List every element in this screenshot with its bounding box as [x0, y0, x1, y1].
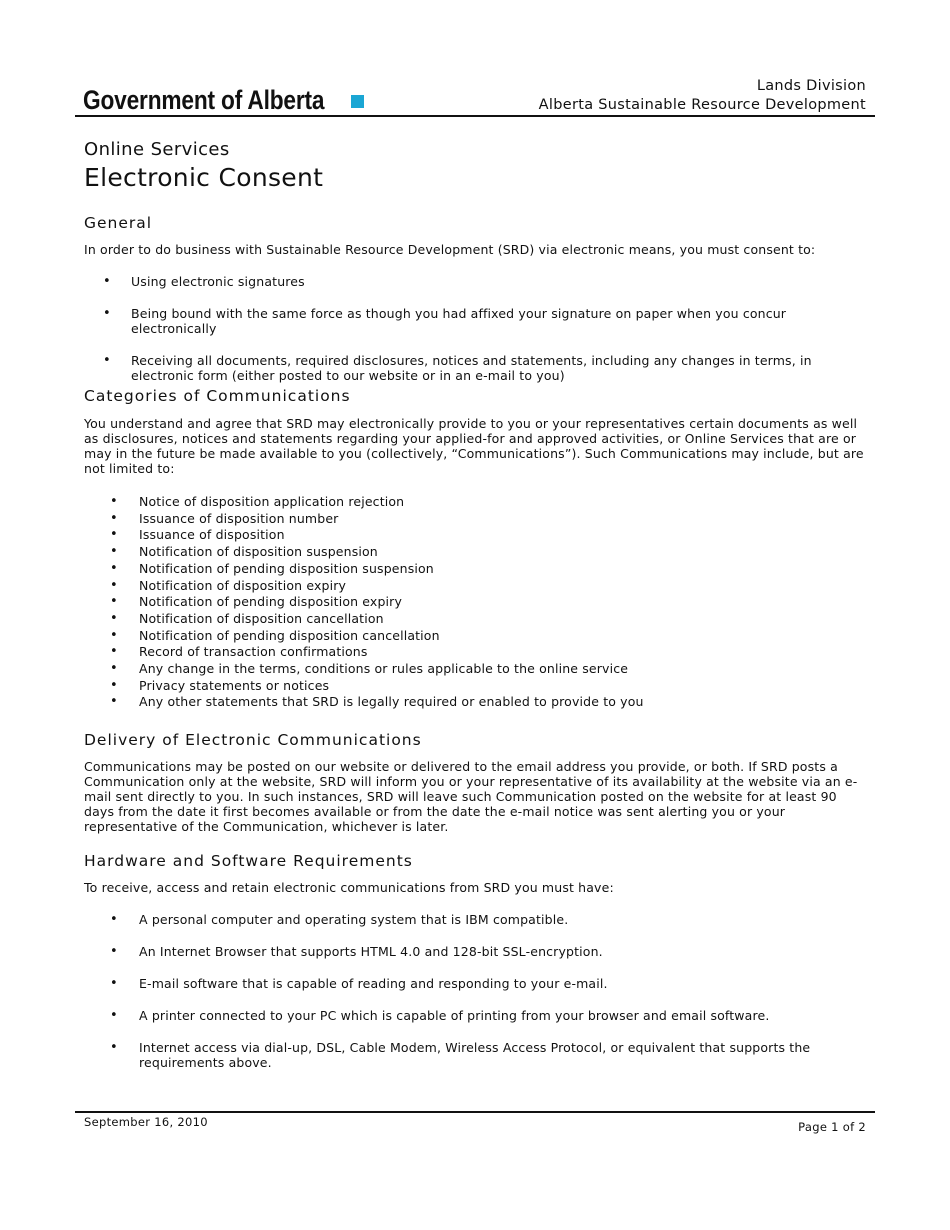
list-item-text: A personal computer and operating system that is IBM compatible. [139, 912, 569, 927]
section-body: Communications may be posted on our website or delivered to the email address you provide, or both. If SRD posts a Communication only at the website, SRD will inform you or your representative of its availability at the website via an e-mail sent directly to you. In such instances, SRD will leave such Communication posted on the website for at least 90 days from the date it first becomes available or from the date the e-mail notice was sent alerting you or your representative of the Communication, whichever is later. [84, 759, 858, 834]
bullet-icon: • [110, 694, 118, 710]
list-item-text: Record of transaction confirmations [139, 644, 368, 660]
list-item [84, 694, 869, 711]
list-item-text: An Internet Browser that supports HTML 4.0 and 128-bit SSL-encryption. [139, 944, 603, 959]
list-item [84, 494, 869, 511]
bullet-icon: • [103, 306, 111, 321]
hardware-list [84, 912, 869, 1070]
section-heading: Delivery of Electronic Communications [84, 731, 422, 749]
bullet-icon: • [110, 627, 118, 643]
list-item [84, 611, 869, 628]
footer-date: September 16, 2010 [84, 1115, 208, 1129]
list-item [84, 544, 869, 561]
list-item-text: Issuance of disposition [139, 527, 285, 543]
list-item-text: E-mail software that is capable of reading and responding to your e-mail. [139, 976, 608, 991]
categories-list [84, 494, 869, 711]
general-list [84, 274, 869, 383]
list-item-text: Privacy statements or notices [139, 677, 330, 693]
section-hardware [84, 851, 869, 1087]
page-title: Electronic Consent [84, 163, 324, 192]
bullet-icon: • [110, 912, 118, 927]
division-name: Lands Division [756, 78, 866, 94]
bullet-icon: • [110, 677, 118, 693]
bullet-icon: • [110, 494, 118, 509]
logo-text: Government of Alberta [83, 85, 325, 115]
bullet-icon: • [110, 610, 118, 626]
section-intro: In order to do business with Sustainable Resource Development (SRD) via electronic means, you must consent to: [84, 242, 816, 257]
bullet-icon: • [110, 644, 118, 660]
list-item-text: Using electronic signatures [131, 274, 305, 289]
section-heading: General [84, 214, 153, 232]
list-item [84, 1040, 869, 1070]
list-item-text: Any change in the terms, conditions or rules applicable to the online service [139, 661, 629, 677]
section-heading: Categories of Communications [84, 387, 351, 405]
bullet-icon: • [110, 1008, 118, 1023]
section-heading: Hardware and Software Requirements [84, 852, 413, 870]
list-item-text: Notification of disposition cancellation [139, 610, 384, 626]
list-item [84, 1008, 869, 1023]
section-intro: To receive, access and retain electronic communications from SRD you must have: [84, 880, 614, 895]
list-item [84, 561, 869, 578]
list-item-text: Notification of disposition suspension [139, 544, 378, 560]
header-divider [75, 115, 875, 117]
government-logo [83, 85, 370, 115]
bullet-icon: • [110, 527, 118, 543]
list-item [84, 594, 869, 611]
list-item [84, 511, 869, 528]
list-item [84, 628, 869, 645]
list-item-text: Being bound with the same force as though you had affixed your signature on paper when you concur electronically [131, 306, 787, 336]
list-item-text: Issuance of disposition number [139, 510, 339, 526]
list-item [84, 944, 869, 959]
list-item [84, 644, 869, 661]
page-number: Page 1 of 2 [798, 1120, 866, 1134]
bullet-icon: • [110, 577, 118, 593]
list-item-text: Receiving all documents, required disclosures, notices and statements, including any changes in terms, in electronic form (either posted to our website or in an e-mail to you) [131, 353, 812, 383]
list-item [84, 274, 869, 289]
list-item-text: Notification of disposition expiry [139, 577, 347, 593]
document-kicker: Online Services [84, 139, 230, 160]
list-item [84, 578, 869, 595]
bullet-icon: • [103, 353, 111, 368]
list-item-text: Notice of disposition application rejection [139, 494, 405, 509]
bullet-icon: • [110, 560, 118, 576]
list-item-text: Notification of pending disposition suspension [139, 560, 434, 576]
bullet-icon: • [110, 1040, 118, 1055]
list-item [84, 976, 869, 991]
list-item [84, 353, 869, 383]
section-intro: You understand and agree that SRD may electronically provide to you or your representatives certain documents as well as disclosures, notices and statements regarding your applied-for and approved activities, or Online Services that are or may in the future be made available to you (collectively, “Communications”). Such Communications may include, but are not limited to: [84, 416, 864, 476]
bullet-icon: • [110, 661, 118, 677]
list-item-text: Internet access via dial-up, DSL, Cable Modem, Wireless Access Protocol, or equivalent that supports the requirements above. [139, 1040, 811, 1070]
ministry-name: Alberta Sustainable Resource Development [538, 97, 866, 113]
bullet-icon: • [110, 510, 118, 526]
list-item-text: A printer connected to your PC which is capable of printing from your browser and email software. [139, 1008, 770, 1023]
header-org-info [539, 77, 866, 115]
bullet-icon: • [110, 976, 118, 991]
bullet-icon: • [110, 944, 118, 959]
bullet-icon: • [110, 594, 118, 610]
list-item-text: Notification of pending disposition cancellation [139, 627, 440, 643]
list-item [84, 661, 869, 678]
list-item [84, 678, 869, 695]
bullet-icon: • [110, 544, 118, 560]
logo-square-icon [351, 95, 364, 108]
list-item-text: Notification of pending disposition expiry [139, 594, 403, 610]
list-item-text: Any other statements that SRD is legally required or enabled to provide to you [139, 694, 644, 710]
list-item [84, 912, 869, 927]
section-categories [84, 386, 869, 711]
footer-divider [75, 1111, 875, 1113]
section-delivery [84, 730, 869, 834]
list-item [84, 306, 869, 336]
section-general [84, 213, 869, 400]
bullet-icon: • [103, 274, 111, 289]
list-item [84, 527, 869, 544]
